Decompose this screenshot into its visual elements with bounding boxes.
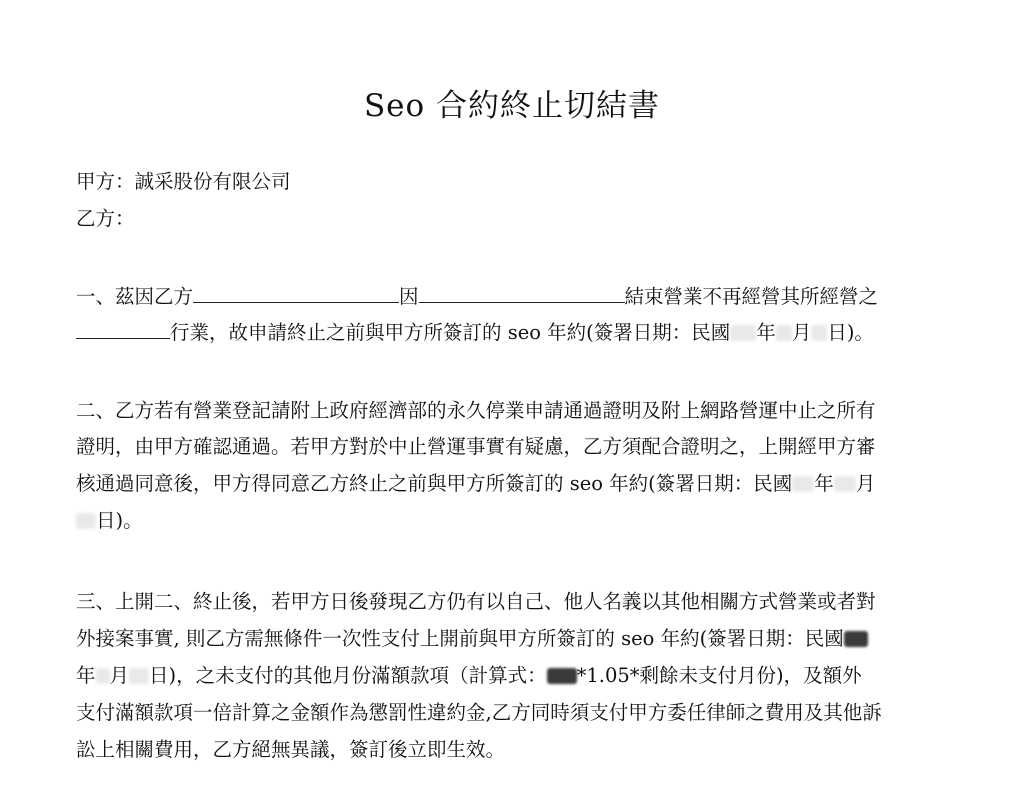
redacted-day [811, 325, 827, 341]
section-1-text: 因 [399, 285, 419, 308]
blank-reason [419, 301, 625, 303]
section-2-line-2: 證明，由甲方確認通過。若甲方對於中止營運事實有疑慮，乙方須配合證明之，上開經甲方審 [76, 435, 876, 458]
redacted-year [730, 325, 756, 341]
redacted-month [834, 476, 856, 492]
redacted-day [129, 668, 149, 684]
redacted-month [776, 325, 792, 341]
section-3-text: 支付 [76, 701, 116, 724]
section-3-text: 滿額款項一倍計算之金額作為懲罰性違約金,乙方同時須支付甲方委任律師之費用及其他訴 [115, 701, 882, 724]
section-2-text: 日)。 [96, 509, 143, 532]
blank-party-b-name [193, 301, 399, 303]
section-1-text: 月 [791, 321, 812, 344]
section-2-line-1: 二、乙方若有營業登記請附上政府經濟部的永久停業申請通過證明及附上網路營運中止之所有 [76, 399, 876, 422]
section-1-text: 一、茲因乙方 [76, 285, 194, 308]
section-1-text: 日)。 [827, 321, 874, 344]
section-2-text: 月 [855, 472, 876, 495]
section-3-line-2 [76, 629, 868, 649]
redacted-amount [547, 668, 577, 684]
section-3-line-1: 三、上開二、終止後，若甲方日後發現乙方仍有以自己、他人名義以其他相關方式營業或者對 [76, 590, 876, 613]
blank-industry [76, 337, 170, 339]
section-3-text: 月 [109, 664, 130, 687]
redacted-year [792, 476, 814, 492]
section-2-line-3 [76, 474, 875, 494]
section-1-line-1 [76, 287, 878, 307]
section-1-text: 行業，故申請終止之前與甲方所簽訂的 seo 年約(簽署日期：民國 [170, 321, 731, 344]
section-3-text: 年 [76, 664, 96, 687]
section-2-text: 年 [814, 472, 834, 495]
party-b-line: 乙方： [76, 207, 135, 230]
redacted-day [76, 513, 96, 529]
document-title: Seo 合約終止切結書 [363, 88, 661, 124]
section-3-text: 外接案事實, 則乙方需無條件一次性支付上開前與甲方所簽訂的 seo 年約(簽署日期：民國 [76, 627, 844, 650]
section-1-line-2 [76, 323, 874, 343]
section-2-text: 核通過同意後，甲方得同意乙方終止之前與甲方所簽訂的 seo 年約(簽署日期：民國 [76, 472, 793, 495]
section-3-text: *1.05*剩餘未支付月份)，及額外 [576, 664, 862, 687]
section-3-line-5: 訟上相關費用，乙方絕無異議，簽訂後立即生效。 [76, 738, 506, 761]
party-a-line: 甲方：誠采股份有限公司 [76, 170, 291, 193]
section-3-line-4 [76, 703, 882, 723]
section-3-line-3 [76, 666, 862, 686]
section-1-text: 年 [756, 321, 776, 344]
redacted-year [844, 631, 868, 647]
section-1-text: 結束營業不再經營其所經營之 [624, 285, 879, 308]
section-3-text: 日)，之未支付的其他月份滿額款項（計算式： [149, 664, 547, 687]
section-2-line-4 [76, 511, 143, 531]
redacted-month [96, 668, 110, 684]
